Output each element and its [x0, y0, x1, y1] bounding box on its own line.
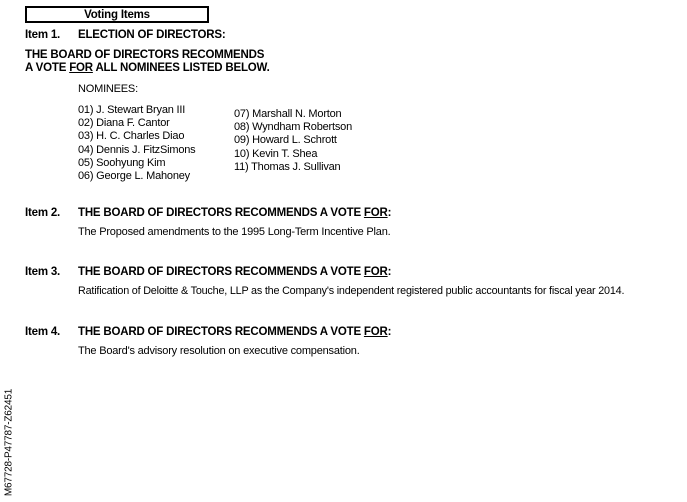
nominee-item: 10) Kevin T. Shea	[234, 147, 318, 160]
item4-label: Item 4.	[25, 326, 61, 338]
item3-heading-post: :	[387, 266, 392, 278]
nominee-item: 06) George L. Mahoney	[78, 169, 190, 182]
side-code: M67728-P47787-Z62451	[3, 388, 15, 497]
item1-title: ELECTION OF DIRECTORS:	[78, 29, 226, 41]
nominee-item: 11) Thomas J. Sullivan	[234, 160, 341, 173]
item3-text: Ratification of Deloitte & Touche, LLP as the Company's independent registered public accountants for fiscal year 2014.	[78, 285, 625, 297]
item1-recommendation-line1: THE BOARD OF DIRECTORS RECOMMENDS	[25, 49, 265, 61]
nominee-item: 08) Wyndham Robertson	[234, 121, 352, 134]
item1-recommendation-pre: A VOTE	[25, 62, 70, 74]
item2-heading-pre: THE BOARD OF DIRECTORS RECOMMENDS A VOTE	[78, 207, 364, 219]
nominee-item: 04) Dennis J. FitzSimons	[78, 143, 196, 156]
item2-label: Item 2.	[25, 207, 61, 219]
nominees-column-1	[78, 104, 195, 183]
item4-heading	[78, 326, 391, 338]
item4-heading-for: FOR	[363, 326, 388, 338]
nominees-column-2	[234, 108, 352, 174]
item3-heading	[78, 266, 391, 278]
item3-heading-pre: THE BOARD OF DIRECTORS RECOMMENDS A VOTE	[78, 266, 364, 278]
item1-label: Item 1.	[25, 29, 61, 41]
item1-recommendation-line2	[25, 62, 270, 74]
nominee-item: 01) J. Stewart Bryan III	[78, 104, 186, 116]
item2-text: The Proposed amendments to the 1995 Long-Term Incentive Plan.	[78, 226, 391, 238]
nominee-item: 07) Marshall N. Morton	[234, 108, 342, 120]
item4-heading-pre: THE BOARD OF DIRECTORS RECOMMENDS A VOTE	[78, 326, 364, 338]
item1-recommendation-post: ALL NOMINEES LISTED BELOW.	[92, 62, 270, 74]
item4-heading-post: :	[387, 326, 392, 338]
nominee-item: 05) Soohyung Kim	[78, 156, 166, 169]
nominee-item: 02) Diana F. Cantor	[78, 117, 170, 130]
item2-heading	[78, 207, 391, 219]
nominees-label: NOMINEES:	[78, 83, 138, 95]
item3-label: Item 3.	[25, 266, 61, 278]
voting-items-title: Voting Items	[84, 8, 150, 21]
item3-heading-for: FOR	[363, 266, 388, 278]
item2-heading-post: :	[387, 207, 392, 219]
item1-recommendation-for: FOR	[69, 62, 93, 74]
nominee-item: 03) H. C. Charles Diao	[78, 130, 185, 143]
item2-heading-for: FOR	[363, 207, 388, 219]
nominee-item: 09) Howard L. Schrott	[234, 134, 337, 147]
item4-text: The Board's advisory resolution on executive compensation.	[78, 345, 360, 357]
voting-items-header	[25, 6, 209, 23]
